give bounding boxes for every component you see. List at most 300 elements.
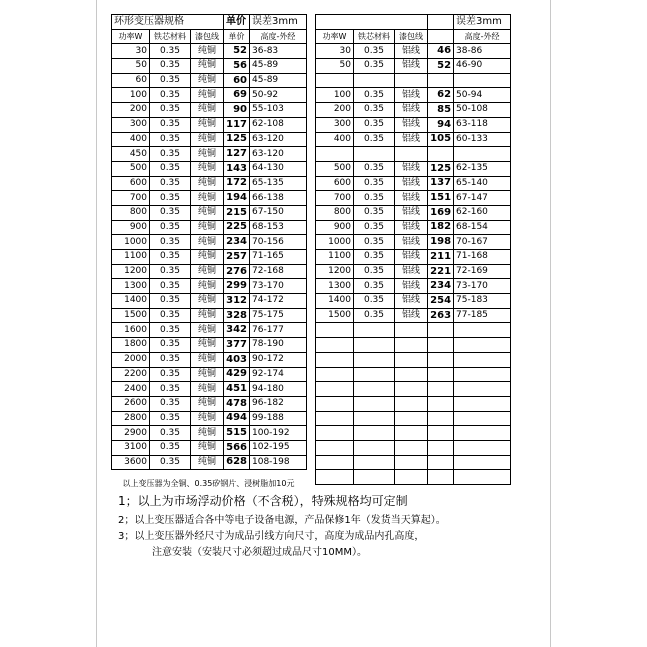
price-col-header: 单价 xyxy=(224,29,250,44)
core-cell: 0.35 xyxy=(150,352,191,367)
table-row xyxy=(316,426,511,441)
table-row xyxy=(316,205,511,220)
size-cell: 74-172 xyxy=(250,294,307,309)
wire-cell: 铝线 xyxy=(395,220,428,235)
power-cell: 600 xyxy=(112,176,150,191)
price-cell xyxy=(428,352,454,367)
table-row xyxy=(316,44,511,59)
core-cell: 0.35 xyxy=(150,220,191,235)
core-cell: 0.35 xyxy=(150,294,191,309)
table-row xyxy=(112,161,307,176)
power-cell: 2200 xyxy=(112,367,150,382)
wire-cell xyxy=(395,367,428,382)
core-cell: 0.35 xyxy=(150,440,191,455)
table-row xyxy=(316,323,511,338)
power-cell: 1100 xyxy=(112,250,150,265)
size-cell: 60-133 xyxy=(454,132,511,147)
core-cell xyxy=(354,73,395,88)
core-cell: 0.35 xyxy=(150,426,191,441)
wire-cell: 纯铜 xyxy=(191,103,224,118)
size-cell: 63-120 xyxy=(250,147,307,162)
core-cell xyxy=(354,382,395,397)
core-cell: 0.35 xyxy=(150,308,191,323)
page-boundary-right xyxy=(550,0,551,647)
power-cell: 100 xyxy=(316,88,354,103)
core-cell: 0.35 xyxy=(150,191,191,206)
core-cell: 0.35 xyxy=(354,235,395,250)
power-cell: 1400 xyxy=(316,294,354,309)
size-cell: 100-192 xyxy=(250,426,307,441)
price-cell: 215 xyxy=(224,205,250,220)
power-cell: 2600 xyxy=(112,396,150,411)
core-cell: 0.35 xyxy=(150,132,191,147)
note-1: 1；以上为市场浮动价格（不含税），特殊规格均可定制 xyxy=(118,494,408,508)
table-row xyxy=(316,367,511,382)
price-cell: 125 xyxy=(428,161,454,176)
price-cell: 105 xyxy=(428,132,454,147)
price-cell: 515 xyxy=(224,426,250,441)
table-row xyxy=(112,132,307,147)
power-cell: 800 xyxy=(112,205,150,220)
wire-cell xyxy=(395,440,428,455)
table-row xyxy=(112,220,307,235)
price-cell: 328 xyxy=(224,308,250,323)
size-cell: 50-92 xyxy=(250,88,307,103)
power-cell: 1300 xyxy=(316,279,354,294)
price-cell xyxy=(428,411,454,426)
price-cell: 94 xyxy=(428,117,454,132)
table-row xyxy=(112,103,307,118)
note-2: 2；以上变压器适合各中等电子设备电源，产品保修1年（发货当天算起）。 xyxy=(118,515,446,526)
power-cell: 200 xyxy=(112,103,150,118)
core-cell: 0.35 xyxy=(150,235,191,250)
table-row xyxy=(316,59,511,74)
wire-cell xyxy=(395,323,428,338)
wire-cell: 纯铜 xyxy=(191,264,224,279)
power-cell: 800 xyxy=(316,205,354,220)
core-cell: 0.35 xyxy=(150,264,191,279)
wire-cell: 纯铜 xyxy=(191,88,224,103)
table-row xyxy=(112,440,307,455)
wire-cell: 铝线 xyxy=(395,235,428,250)
core-cell: 0.35 xyxy=(150,250,191,265)
price-cell: 169 xyxy=(428,205,454,220)
size-cell: 94-180 xyxy=(250,382,307,397)
power-cell: 1000 xyxy=(316,235,354,250)
core-cell: 0.35 xyxy=(150,367,191,382)
power-cell: 3600 xyxy=(112,455,150,470)
wire-cell xyxy=(395,338,428,353)
wire-cell: 纯铜 xyxy=(191,132,224,147)
core-cell: 0.35 xyxy=(354,103,395,118)
power-cell: 100 xyxy=(112,88,150,103)
power-cell: 1800 xyxy=(112,338,150,353)
table-row xyxy=(112,147,307,162)
size-cell: 96-182 xyxy=(250,396,307,411)
size-cell: 67-147 xyxy=(454,191,511,206)
wire-cell: 纯铜 xyxy=(191,44,224,59)
size-cell: 73-170 xyxy=(250,279,307,294)
wire-cell: 纯铜 xyxy=(191,59,224,74)
size-cell: 62-135 xyxy=(454,161,511,176)
wire-header: 漆包线 xyxy=(395,29,428,44)
core-cell: 0.35 xyxy=(150,411,191,426)
core-cell: 0.35 xyxy=(150,382,191,397)
price-cell xyxy=(428,455,454,470)
price-cell xyxy=(428,396,454,411)
wire-cell: 纯铜 xyxy=(191,323,224,338)
size-header: 高度-外经 xyxy=(454,29,511,44)
price-cell: 137 xyxy=(428,176,454,191)
table-row xyxy=(316,470,511,485)
size-cell: 45-89 xyxy=(250,73,307,88)
wire-cell: 铝线 xyxy=(395,88,428,103)
power-cell xyxy=(316,411,354,426)
size-cell xyxy=(454,147,511,162)
power-cell: 700 xyxy=(112,191,150,206)
table-title-empty xyxy=(316,15,428,30)
power-cell xyxy=(316,147,354,162)
core-cell: 0.35 xyxy=(354,250,395,265)
price-cell: 225 xyxy=(224,220,250,235)
table-row xyxy=(316,117,511,132)
size-cell: 38-86 xyxy=(454,44,511,59)
size-cell xyxy=(454,396,511,411)
size-cell: 64-130 xyxy=(250,161,307,176)
power-cell: 30 xyxy=(316,44,354,59)
table-row xyxy=(112,264,307,279)
price-cell: 254 xyxy=(428,294,454,309)
table-row xyxy=(112,191,307,206)
size-cell: 63-120 xyxy=(250,132,307,147)
price-cell: 478 xyxy=(224,396,250,411)
size-header: 高度-外经 xyxy=(250,29,307,44)
size-cell: 55-103 xyxy=(250,103,307,118)
size-cell: 62-160 xyxy=(454,205,511,220)
core-cell xyxy=(354,352,395,367)
wire-cell: 纯铜 xyxy=(191,294,224,309)
wire-cell: 铝线 xyxy=(395,161,428,176)
table-row xyxy=(316,396,511,411)
price-cell: 198 xyxy=(428,235,454,250)
wire-cell: 纯铜 xyxy=(191,220,224,235)
core-material-header: 铁芯材料 xyxy=(150,29,191,44)
core-cell: 0.35 xyxy=(354,44,395,59)
core-cell: 0.35 xyxy=(150,176,191,191)
power-cell: 400 xyxy=(112,132,150,147)
price-header-empty xyxy=(428,15,454,30)
power-header: 功率W xyxy=(112,29,150,44)
wire-cell: 纯铜 xyxy=(191,279,224,294)
wire-cell: 纯铜 xyxy=(191,205,224,220)
power-cell: 200 xyxy=(316,103,354,118)
power-cell xyxy=(316,396,354,411)
size-cell xyxy=(454,382,511,397)
table-row xyxy=(316,279,511,294)
power-cell xyxy=(316,382,354,397)
price-cell: 125 xyxy=(224,132,250,147)
price-cell xyxy=(428,338,454,353)
size-cell xyxy=(454,323,511,338)
price-cell: 429 xyxy=(224,367,250,382)
size-cell: 71-165 xyxy=(250,250,307,265)
price-cell: 85 xyxy=(428,103,454,118)
core-cell: 0.35 xyxy=(150,103,191,118)
wire-cell: 铝线 xyxy=(395,205,428,220)
table-row xyxy=(112,411,307,426)
note-3: 3；以上变压器外经尺寸为成品引线方向尺寸，高度为成品内孔高度， xyxy=(118,531,425,542)
size-cell xyxy=(454,352,511,367)
core-cell: 0.35 xyxy=(354,161,395,176)
price-cell: 143 xyxy=(224,161,250,176)
power-cell xyxy=(316,323,354,338)
wire-cell: 铝线 xyxy=(395,132,428,147)
size-cell: 50-108 xyxy=(454,103,511,118)
power-cell xyxy=(316,338,354,353)
core-cell: 0.35 xyxy=(354,191,395,206)
size-cell: 68-153 xyxy=(250,220,307,235)
size-cell: 46-90 xyxy=(454,59,511,74)
table-row xyxy=(316,382,511,397)
core-cell: 0.35 xyxy=(354,176,395,191)
title-row xyxy=(316,15,511,30)
table-row xyxy=(316,440,511,455)
table-row xyxy=(112,382,307,397)
note-4: 注意安装（安装尺寸必须超过成品尺寸10MM）。 xyxy=(152,547,367,558)
power-cell: 2000 xyxy=(112,352,150,367)
power-cell: 3100 xyxy=(112,440,150,455)
power-cell: 30 xyxy=(112,44,150,59)
title-row xyxy=(112,15,307,30)
wire-cell: 纯铜 xyxy=(191,161,224,176)
power-cell xyxy=(316,73,354,88)
power-cell: 1400 xyxy=(112,294,150,309)
table-row xyxy=(112,205,307,220)
table-row xyxy=(112,323,307,338)
wire-cell xyxy=(395,382,428,397)
wire-cell xyxy=(395,470,428,485)
price-cell: 403 xyxy=(224,352,250,367)
wire-cell: 纯铜 xyxy=(191,455,224,470)
wire-cell: 铝线 xyxy=(395,117,428,132)
core-cell: 0.35 xyxy=(354,205,395,220)
core-cell: 0.35 xyxy=(150,59,191,74)
wire-cell: 纯铜 xyxy=(191,117,224,132)
size-cell: 67-150 xyxy=(250,205,307,220)
size-cell xyxy=(454,73,511,88)
core-cell: 0.35 xyxy=(354,132,395,147)
table-row xyxy=(112,294,307,309)
core-cell xyxy=(354,440,395,455)
price-cell: 52 xyxy=(224,44,250,59)
table-row xyxy=(112,44,307,59)
power-cell xyxy=(316,455,354,470)
price-cell: 377 xyxy=(224,338,250,353)
core-cell: 0.35 xyxy=(150,44,191,59)
table-row xyxy=(112,338,307,353)
wire-cell xyxy=(395,396,428,411)
wire-cell: 纯铜 xyxy=(191,235,224,250)
price-cell: 566 xyxy=(224,440,250,455)
table-title: 环形变压器规格 xyxy=(112,15,224,30)
wire-cell: 纯铜 xyxy=(191,73,224,88)
size-cell: 65-140 xyxy=(454,176,511,191)
size-cell: 63-118 xyxy=(454,117,511,132)
power-cell: 1200 xyxy=(316,264,354,279)
core-cell: 0.35 xyxy=(354,88,395,103)
core-cell: 0.35 xyxy=(354,264,395,279)
wire-header: 漆包线 xyxy=(191,29,224,44)
size-cell xyxy=(454,470,511,485)
wire-cell xyxy=(395,147,428,162)
price-col-header xyxy=(428,29,454,44)
power-cell: 700 xyxy=(316,191,354,206)
table-row xyxy=(112,59,307,74)
size-cell: 77-185 xyxy=(454,308,511,323)
price-cell: 46 xyxy=(428,44,454,59)
table-row xyxy=(112,396,307,411)
wire-cell: 纯铜 xyxy=(191,352,224,367)
power-cell xyxy=(316,440,354,455)
table-row xyxy=(316,147,511,162)
power-cell: 500 xyxy=(112,161,150,176)
table-row xyxy=(316,455,511,470)
core-cell: 0.35 xyxy=(354,279,395,294)
core-cell: 0.35 xyxy=(150,323,191,338)
table-row xyxy=(316,411,511,426)
power-cell xyxy=(316,367,354,382)
power-cell: 900 xyxy=(112,220,150,235)
power-cell: 2900 xyxy=(112,426,150,441)
table-row xyxy=(112,426,307,441)
size-cell: 76-177 xyxy=(250,323,307,338)
size-cell: 70-167 xyxy=(454,235,511,250)
table-row xyxy=(316,132,511,147)
table-row xyxy=(316,235,511,250)
price-cell: 60 xyxy=(224,73,250,88)
wire-cell xyxy=(395,426,428,441)
size-cell: 78-190 xyxy=(250,338,307,353)
price-cell: 52 xyxy=(428,59,454,74)
size-cell xyxy=(454,367,511,382)
size-cell: 70-156 xyxy=(250,235,307,250)
power-cell xyxy=(316,352,354,367)
wire-cell: 纯铜 xyxy=(191,382,224,397)
core-cell: 0.35 xyxy=(150,147,191,162)
size-cell: 68-154 xyxy=(454,220,511,235)
core-cell: 0.35 xyxy=(354,220,395,235)
wire-cell xyxy=(395,411,428,426)
table-row xyxy=(112,117,307,132)
price-cell: 451 xyxy=(224,382,250,397)
table-row xyxy=(316,176,511,191)
wire-cell: 铝线 xyxy=(395,176,428,191)
core-cell: 0.35 xyxy=(150,205,191,220)
core-cell: 0.35 xyxy=(150,161,191,176)
power-cell: 1200 xyxy=(112,264,150,279)
price-cell: 90 xyxy=(224,103,250,118)
power-cell: 400 xyxy=(316,132,354,147)
tolerance-label: 误差3mm xyxy=(250,15,307,30)
wire-cell xyxy=(395,455,428,470)
wire-cell xyxy=(395,352,428,367)
size-cell: 72-169 xyxy=(454,264,511,279)
power-cell: 50 xyxy=(316,59,354,74)
size-cell xyxy=(454,440,511,455)
price-cell: 299 xyxy=(224,279,250,294)
price-cell xyxy=(428,367,454,382)
price-cell xyxy=(428,440,454,455)
wire-cell: 纯铜 xyxy=(191,147,224,162)
wire-cell: 纯铜 xyxy=(191,367,224,382)
core-cell xyxy=(354,426,395,441)
aluminum-price-table xyxy=(315,14,511,485)
core-cell xyxy=(354,338,395,353)
wire-cell: 纯铜 xyxy=(191,411,224,426)
power-cell: 1500 xyxy=(112,308,150,323)
price-cell: 494 xyxy=(224,411,250,426)
size-cell xyxy=(454,455,511,470)
wire-cell: 铝线 xyxy=(395,294,428,309)
power-cell: 2400 xyxy=(112,382,150,397)
power-cell: 1100 xyxy=(316,250,354,265)
header-row xyxy=(316,29,511,44)
power-cell: 1300 xyxy=(112,279,150,294)
table-row xyxy=(316,294,511,309)
size-cell: 72-168 xyxy=(250,264,307,279)
copper-price-table xyxy=(111,14,307,470)
price-cell: 117 xyxy=(224,117,250,132)
price-cell xyxy=(428,426,454,441)
price-cell: 234 xyxy=(428,279,454,294)
core-cell: 0.35 xyxy=(150,455,191,470)
core-cell xyxy=(354,455,395,470)
table-row xyxy=(112,235,307,250)
size-cell: 108-198 xyxy=(250,455,307,470)
price-cell: 276 xyxy=(224,264,250,279)
power-cell: 50 xyxy=(112,59,150,74)
core-cell xyxy=(354,147,395,162)
wire-cell: 铝线 xyxy=(395,250,428,265)
table-row xyxy=(112,352,307,367)
size-cell: 50-94 xyxy=(454,88,511,103)
core-cell xyxy=(354,470,395,485)
power-cell: 2800 xyxy=(112,411,150,426)
core-cell: 0.35 xyxy=(150,88,191,103)
core-cell: 0.35 xyxy=(150,338,191,353)
power-cell: 300 xyxy=(112,117,150,132)
header-row xyxy=(112,29,307,44)
wire-cell xyxy=(395,73,428,88)
price-cell: 69 xyxy=(224,88,250,103)
wire-cell: 铝线 xyxy=(395,279,428,294)
core-cell xyxy=(354,367,395,382)
core-cell: 0.35 xyxy=(354,59,395,74)
power-cell: 1000 xyxy=(112,235,150,250)
table-row xyxy=(316,191,511,206)
size-cell: 66-138 xyxy=(250,191,307,206)
core-cell: 0.35 xyxy=(354,308,395,323)
price-cell: 257 xyxy=(224,250,250,265)
size-cell: 90-172 xyxy=(250,352,307,367)
table-row xyxy=(112,176,307,191)
price-cell: 182 xyxy=(428,220,454,235)
core-cell: 0.35 xyxy=(150,117,191,132)
core-cell: 0.35 xyxy=(150,279,191,294)
size-cell xyxy=(454,411,511,426)
price-cell xyxy=(428,382,454,397)
price-cell: 151 xyxy=(428,191,454,206)
